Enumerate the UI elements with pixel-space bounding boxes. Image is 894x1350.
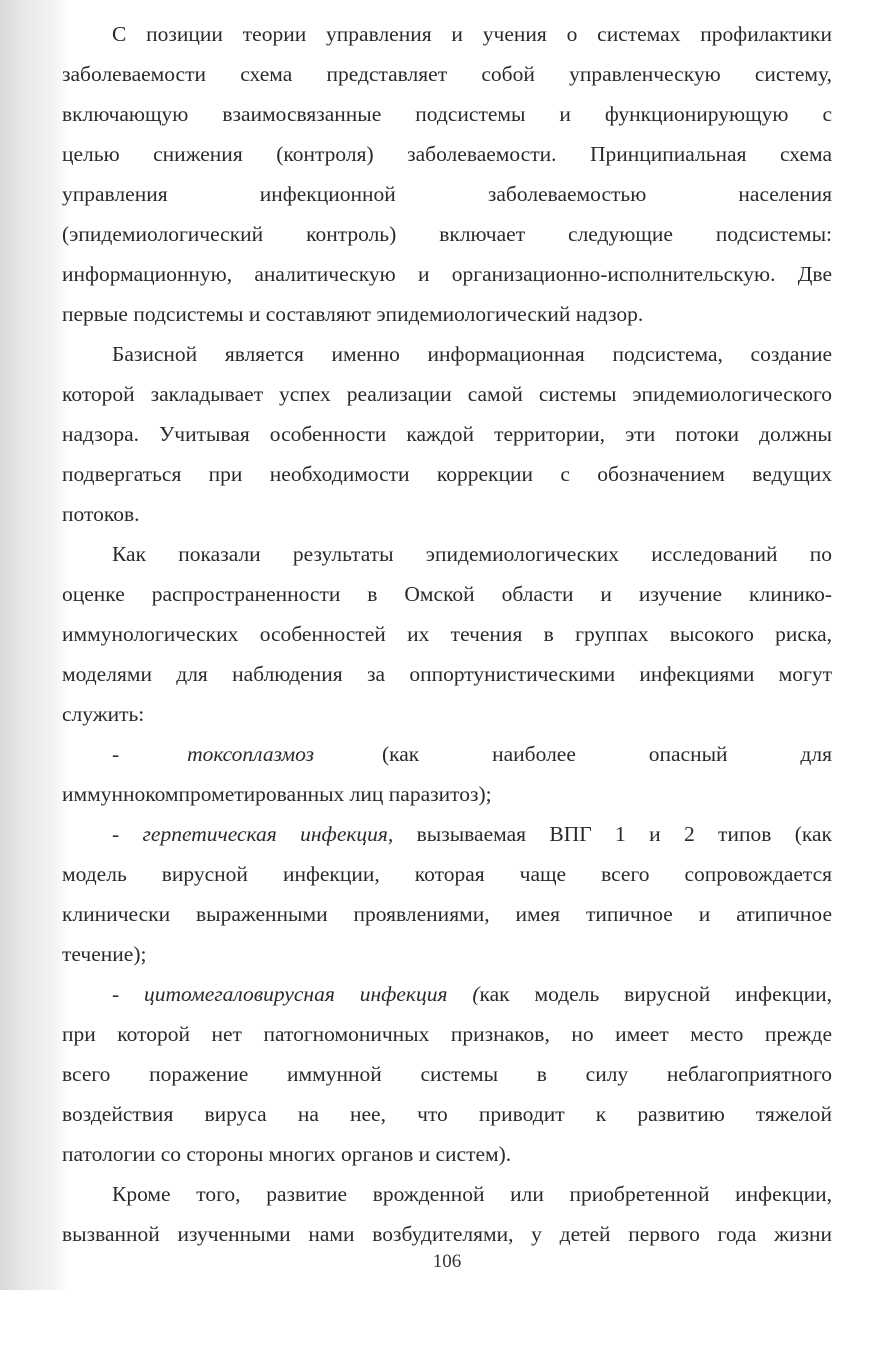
text-line: клинически выраженными проявлениями, имея типичное и атипичное bbox=[62, 902, 832, 926]
document-body bbox=[62, 14, 832, 1254]
text-line: служить: bbox=[62, 702, 145, 726]
text-line: модель вирусной инфекции, которая чаще всего сопровождается bbox=[62, 862, 832, 886]
text-line: надзора. Учитывая особенности каждой территории, эти потоки должны bbox=[62, 422, 832, 446]
disease-term: - герпетическая инфекция, bbox=[112, 822, 394, 846]
text-line: включающую взаимосвязанные подсистемы и функционирующую с bbox=[62, 102, 832, 126]
disease-term: - цитомегаловирусная инфекция ( bbox=[112, 982, 480, 1006]
paragraph-2 bbox=[62, 334, 832, 534]
list-item-cmv bbox=[62, 974, 832, 1174]
text-fragment: вызываемая ВПГ 1 и 2 типов (как bbox=[393, 822, 832, 846]
text-line: патологии со стороны многих органов и систем). bbox=[62, 1142, 512, 1166]
text-line: Как показали результаты эпидемиологических исследований по bbox=[112, 542, 832, 566]
list-dash: - bbox=[112, 742, 120, 766]
text-line bbox=[62, 974, 832, 1014]
paragraph-1 bbox=[62, 14, 832, 334]
text-line: моделями для наблюдения за оппортунистическими инфекциями могут bbox=[62, 662, 832, 686]
scan-margin-shadow bbox=[0, 0, 70, 1290]
text-line: оценке распространенности в Омской области и изучение клинико- bbox=[62, 582, 832, 606]
text-line: Кроме того, развитие врожденной или приобретенной инфекции, bbox=[112, 1182, 832, 1206]
disease-term: токсоплазмоз bbox=[187, 742, 314, 766]
text-line: иммунологических особенностей их течения в группах высокого риска, bbox=[62, 622, 832, 646]
text-line: иммуннокомпрометированных лиц паразитоз); bbox=[62, 782, 492, 806]
text-line: С позиции теории управления и учения о системах профилактики bbox=[112, 22, 832, 46]
paragraph-3 bbox=[62, 534, 832, 734]
list-item-toxoplasmosis bbox=[62, 734, 832, 814]
text-fragment: (как наиболее опасный для bbox=[381, 742, 832, 766]
text-line: информационную, аналитическую и организационно-исполнительскую. Две bbox=[62, 262, 832, 286]
text-line: воздействия вируса на нее, что приводит к развитию тяжелой bbox=[62, 1102, 832, 1126]
list-item-herpes bbox=[62, 814, 832, 974]
text-line: всего поражение иммунной системы в силу неблагоприятного bbox=[62, 1062, 832, 1086]
paragraph-4 bbox=[62, 1174, 832, 1254]
text-line: которой закладывает успех реализации самой системы эпидемиологического bbox=[62, 382, 832, 406]
text-line: заболеваемости схема представляет собой управленческую систему, bbox=[62, 62, 832, 86]
text-line: потоков. bbox=[62, 502, 140, 526]
text-line: первые подсистемы и составляют эпидемиологический надзор. bbox=[62, 302, 644, 326]
text-line: подвергаться при необходимости коррекции с обозначением ведущих bbox=[62, 462, 832, 486]
text-line: течение); bbox=[62, 942, 147, 966]
text-line: (эпидемиологический контроль) включает следующие подсистемы: bbox=[62, 222, 832, 246]
text-line bbox=[62, 734, 832, 774]
text-line: целью снижения (контроля) заболеваемости. Принципиальная схема bbox=[62, 142, 832, 166]
text-line: вызванной изученными нами возбудителями, у детей первого года жизни bbox=[62, 1222, 832, 1246]
text-line: Базисной является именно информационная подсистема, создание bbox=[112, 342, 832, 366]
text-line: при которой нет патогномоничных признаков, но имеет место прежде bbox=[62, 1022, 832, 1046]
text-fragment: как модель вирусной инфекции, bbox=[479, 982, 832, 1006]
page-number: 106 bbox=[432, 1251, 462, 1272]
text-line bbox=[62, 814, 832, 854]
text-line: управления инфекционной заболеваемостью населения bbox=[62, 182, 832, 206]
